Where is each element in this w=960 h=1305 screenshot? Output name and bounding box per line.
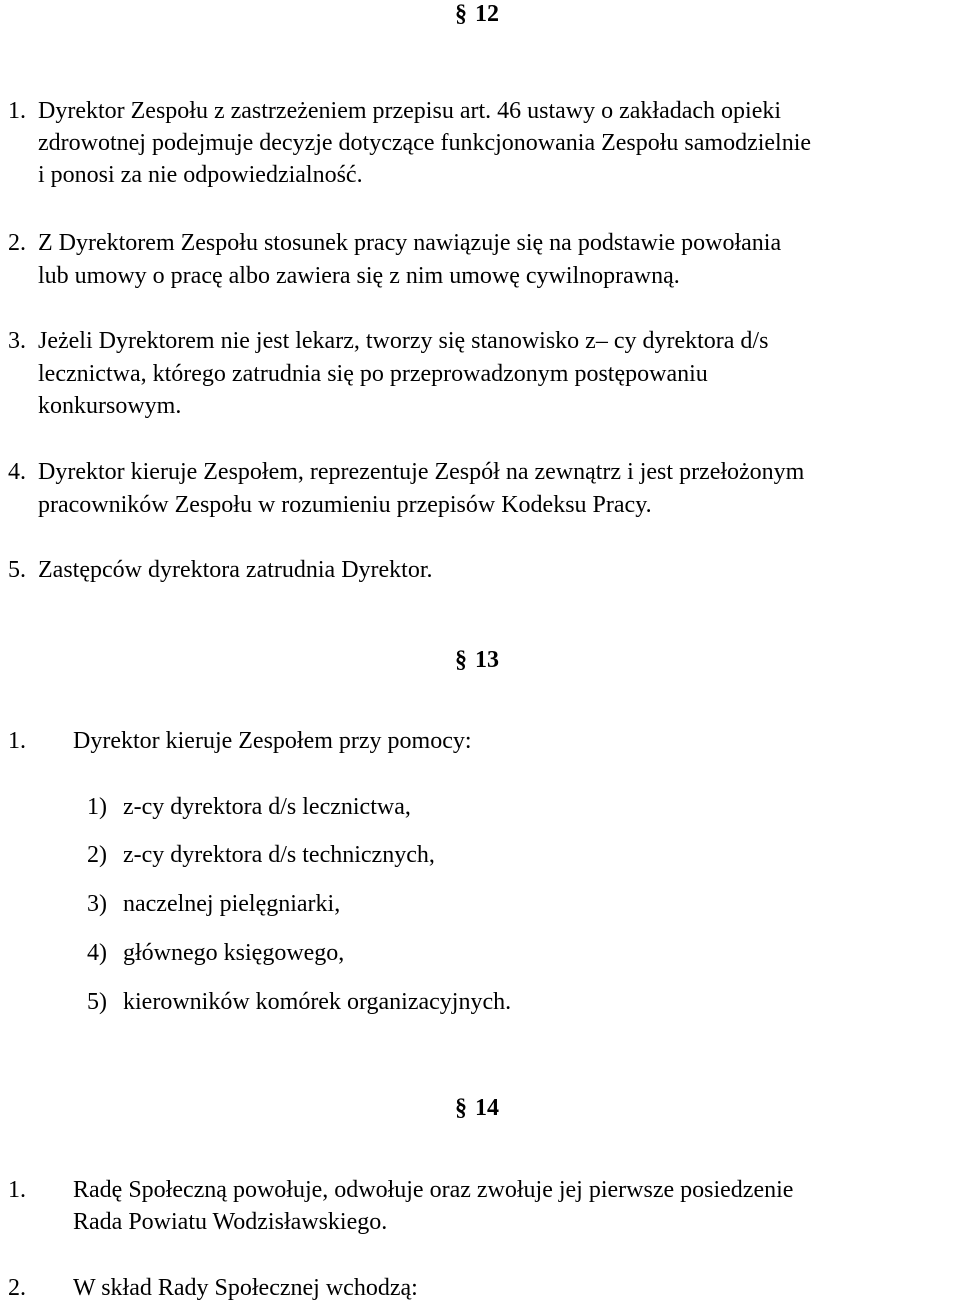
text-line: konkursowym.: [38, 393, 182, 419]
text-line: zdrowotnej podejmuje decyzje dotyczące funkcjonowania Zespołu samodzielnie: [38, 130, 812, 156]
text-line: Dyrektor kieruje Zespołem, reprezentuje Zespół na zewnątrz i jest przełożonym: [38, 459, 805, 485]
section-symbol: §: [455, 1, 467, 27]
sub-item-number: 2): [87, 842, 107, 868]
section-number: 13: [475, 647, 499, 673]
sub-item-number: 4): [87, 940, 107, 966]
sub-item-number: 5): [87, 989, 107, 1015]
section-symbol: §: [455, 647, 467, 673]
item-number: 3.: [8, 328, 26, 354]
text-line: Dyrektor Zespołu z zastrzeżeniem przepisu art. 46 ustawy o zakładach opieki: [38, 98, 782, 124]
sub-item-number: 3): [87, 891, 107, 917]
item-number: 2.: [8, 230, 26, 256]
text-line: lub umowy o pracę albo zawiera się z nim umowę cywilnoprawną.: [38, 263, 680, 289]
text-line: Z Dyrektorem Zespołu stosunek pracy nawiązuje się na podstawie powołania: [38, 230, 782, 256]
text-line: Rada Powiatu Wodzisławskiego.: [73, 1209, 388, 1235]
text-line: i ponosi za nie odpowiedzialność.: [38, 162, 363, 188]
text-line: Dyrektor kieruje Zespołem przy pomocy:: [73, 728, 472, 754]
item-number: 2.: [8, 1275, 26, 1301]
item-number: 1.: [8, 728, 26, 754]
section-heading-12: [455, 2, 499, 26]
text-line: pracowników Zespołu w rozumieniu przepisów Kodeksu Pracy.: [38, 492, 652, 518]
item-number: 5.: [8, 557, 26, 583]
sub-item-text: z-cy dyrektora d/s technicznych,: [123, 842, 435, 868]
section-number: 14: [475, 1095, 499, 1121]
sub-item-text: naczelnej pielęgniarki,: [123, 891, 341, 917]
text-line: lecznictwa, którego zatrudnia się po przeprowadzonym postępowaniu: [38, 361, 708, 387]
text-line: Radę Społeczną powołuje, odwołuje oraz zwołuje jej pierwsze posiedzenie: [73, 1177, 794, 1203]
sub-item-number: 1): [87, 794, 107, 820]
item-number: 4.: [8, 459, 26, 485]
section-symbol: §: [455, 1095, 467, 1121]
item-number: 1.: [8, 98, 26, 124]
text-line: W skład Rady Społecznej wchodzą:: [73, 1275, 418, 1301]
text-line: Jeżeli Dyrektorem nie jest lekarz, tworzy się stanowisko z– cy dyrektora d/s: [38, 328, 769, 354]
sub-item-text: kierowników komórek organizacyjnych.: [123, 989, 512, 1015]
section-heading-13: [455, 648, 499, 672]
section-number: 12: [475, 1, 499, 27]
sub-item-text: z-cy dyrektora d/s lecznictwa,: [123, 794, 411, 820]
item-number: 1.: [8, 1177, 26, 1203]
section-heading-14: [455, 1096, 499, 1120]
sub-item-text: głównego księgowego,: [123, 940, 345, 966]
text-line: Zastępców dyrektora zatrudnia Dyrektor.: [38, 557, 433, 583]
